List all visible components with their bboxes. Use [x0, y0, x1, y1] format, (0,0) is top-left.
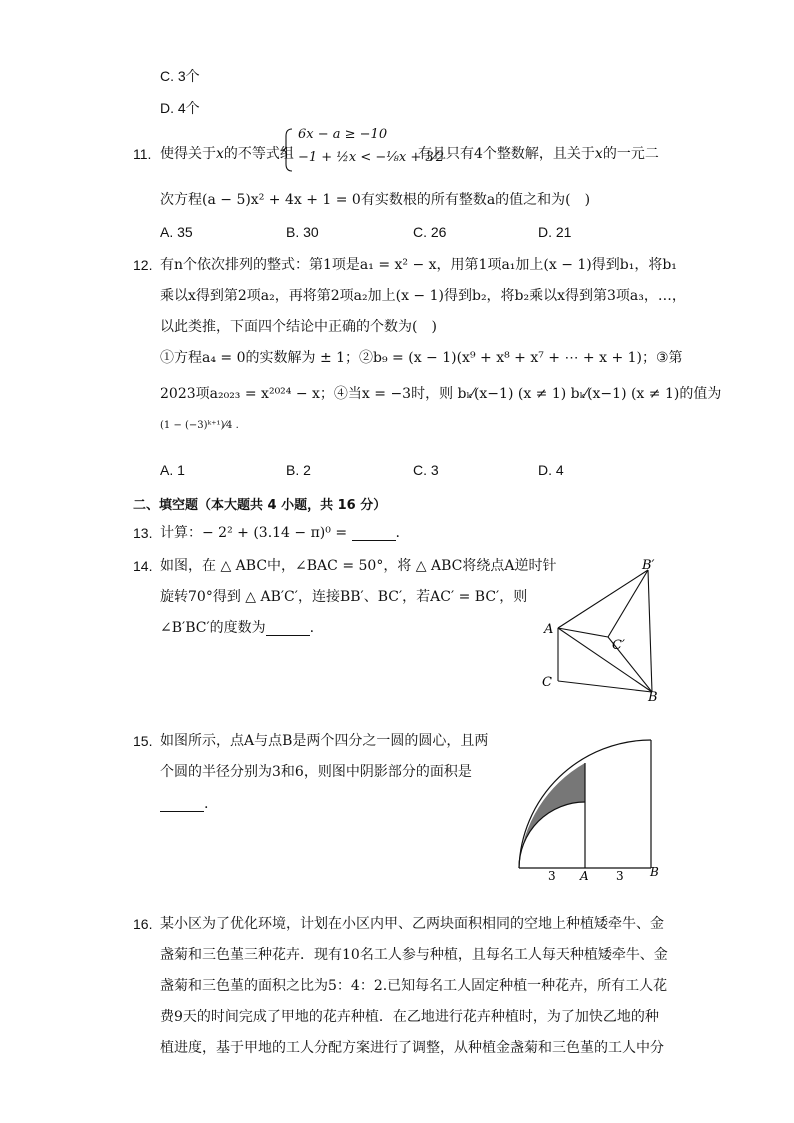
- q11-option-b: B. 30: [286, 224, 319, 240]
- q11-number: 11.: [133, 146, 152, 162]
- q16-number: 16.: [133, 916, 153, 932]
- q15-figure: [510, 730, 670, 880]
- q13-blank[interactable]: [352, 526, 396, 541]
- q11-ineq-top: 6x − a ≥ −10: [298, 127, 388, 142]
- q12-line2: 乘以x得到第2项a₂，再将第2项a₂加上(x − 1)得到b₂，将b₂乘以x得到第3项a₃，…，: [160, 288, 686, 304]
- q12-number: 12.: [133, 257, 153, 273]
- q16-line3: 盏菊和三色堇的面积之比为5：4：2.已知每名工人固定种植一种花卉，所有工人花: [160, 978, 668, 994]
- q14-blank[interactable]: [266, 621, 310, 636]
- q14-number: 14.: [133, 558, 153, 574]
- q14-label-C: C: [542, 675, 552, 690]
- q12-option-b: B. 2: [286, 462, 311, 478]
- q15-line1: 如图所示，点A与点B是两个四分之一圆的圆心，且两: [160, 733, 489, 749]
- q14-label-B: B: [648, 690, 658, 705]
- q15-label-3-right: 3: [616, 869, 624, 880]
- q16-line5: 植进度，基于甲地的工人分配方案进行了调整，从种植金盏菊和三色堇的工人中分: [160, 1040, 664, 1056]
- q15-label-A: A: [580, 869, 589, 880]
- q12-line1: 有n个依次排列的整式：第1项是a₁ = x² − x，用第1项a₁加上(x − 1)得到b₁，将b₁: [160, 257, 677, 273]
- q10-option-c: C. 3个: [160, 68, 200, 84]
- q11-option-c: C. 26: [413, 224, 447, 240]
- q15-shaded-region: [519, 763, 585, 868]
- q11-line1-c: 有且只有4个整数解，且关于x的一元二: [418, 146, 659, 162]
- q14-label-C-prime: C′: [612, 638, 625, 653]
- q15-label-3-left: 3: [548, 869, 556, 880]
- q14-figure: [530, 555, 670, 705]
- q15-blank[interactable]: [160, 797, 204, 812]
- q16-line4: 费9天的时间完成了甲地的花卉种植．在乙地进行花卉种植时，为了加快乙地的种: [160, 1009, 659, 1025]
- q12-line3: 以此类推，下面四个结论中正确的个数为( ): [160, 319, 437, 335]
- q11-option-a: A. 35: [160, 224, 193, 240]
- q14-line3-wrap: ∠B′BC′的度数为 .: [160, 620, 315, 636]
- q11-line2: 次方程(a − 5)x² + 4x + 1 = 0有实数根的所有整数a的值之和为( ): [160, 192, 591, 208]
- q16-line2: 盏菊和三色堇三种花卉．现有10名工人参与种植，且每名工人每天种植矮牵牛、金: [160, 947, 668, 963]
- q15-number: 15.: [133, 733, 153, 749]
- q11-ineq-bottom: −1 + ½x < −⅛x + 3⁄2: [298, 150, 445, 165]
- q14-seg-B'C': [608, 570, 648, 637]
- q15-label-B: B: [650, 865, 659, 879]
- q11-line1-a: 使得关于x的不等式组: [160, 146, 294, 162]
- q13-text: 计算：− 2² + (3.14 − π)⁰ = .: [160, 525, 400, 541]
- q15-line3: .: [160, 794, 208, 814]
- section-title: 二、填空题（本大题共 4 小题，共 16 分）: [133, 498, 387, 513]
- q10-option-d: D. 4个: [160, 100, 200, 116]
- q14-seg-extra: [558, 570, 648, 628]
- q15-line2: 个圆的半径分别为3和6，则图中阴影部分的面积是: [160, 764, 472, 780]
- q16-line1: 某小区为了优化环境，计划在小区内甲、乙两块面积相同的空地上种植矮牵牛、金: [160, 916, 664, 932]
- q15-small-arc: [519, 802, 585, 868]
- q12-option-d: D. 4: [538, 462, 564, 478]
- q14-seg-B'B: [648, 570, 652, 692]
- q11-option-d: D. 21: [538, 224, 572, 240]
- q12-line5: 2023项a₂₀₂₃ = x²⁰²⁴ − x；④当x = −3时，则 bₖ⁄(x−1) (x ≠ 1) bₖ⁄(x−1) (x ≠ 1)的值为: [160, 386, 722, 402]
- q14-line2: 旋转70°得到 △ AB′C′，连接BB′、BC′，若AC′ = BC′，则: [160, 589, 528, 605]
- q14-line1: 如图，在 △ ABC中，∠BAC = 50°，将 △ ABC将绕点A逆时针: [160, 558, 557, 574]
- q12-line6: (1 − (−3)ᵏ⁺¹)⁄4 .: [160, 420, 239, 431]
- q14-label-B-prime: B′: [642, 558, 655, 573]
- q12-option-c: C. 3: [413, 462, 439, 478]
- q14-label-A: A: [544, 622, 554, 637]
- q11-brace: [282, 128, 294, 172]
- q13-number: 13.: [133, 525, 153, 541]
- q12-line4: ①方程a₄ = 0的实数解为 ± 1；②b₉ = (x − 1)(x⁹ + x⁸ + x⁷ + ⋯ + x + 1)；③第: [160, 350, 683, 366]
- q12-option-a: A. 1: [160, 462, 185, 478]
